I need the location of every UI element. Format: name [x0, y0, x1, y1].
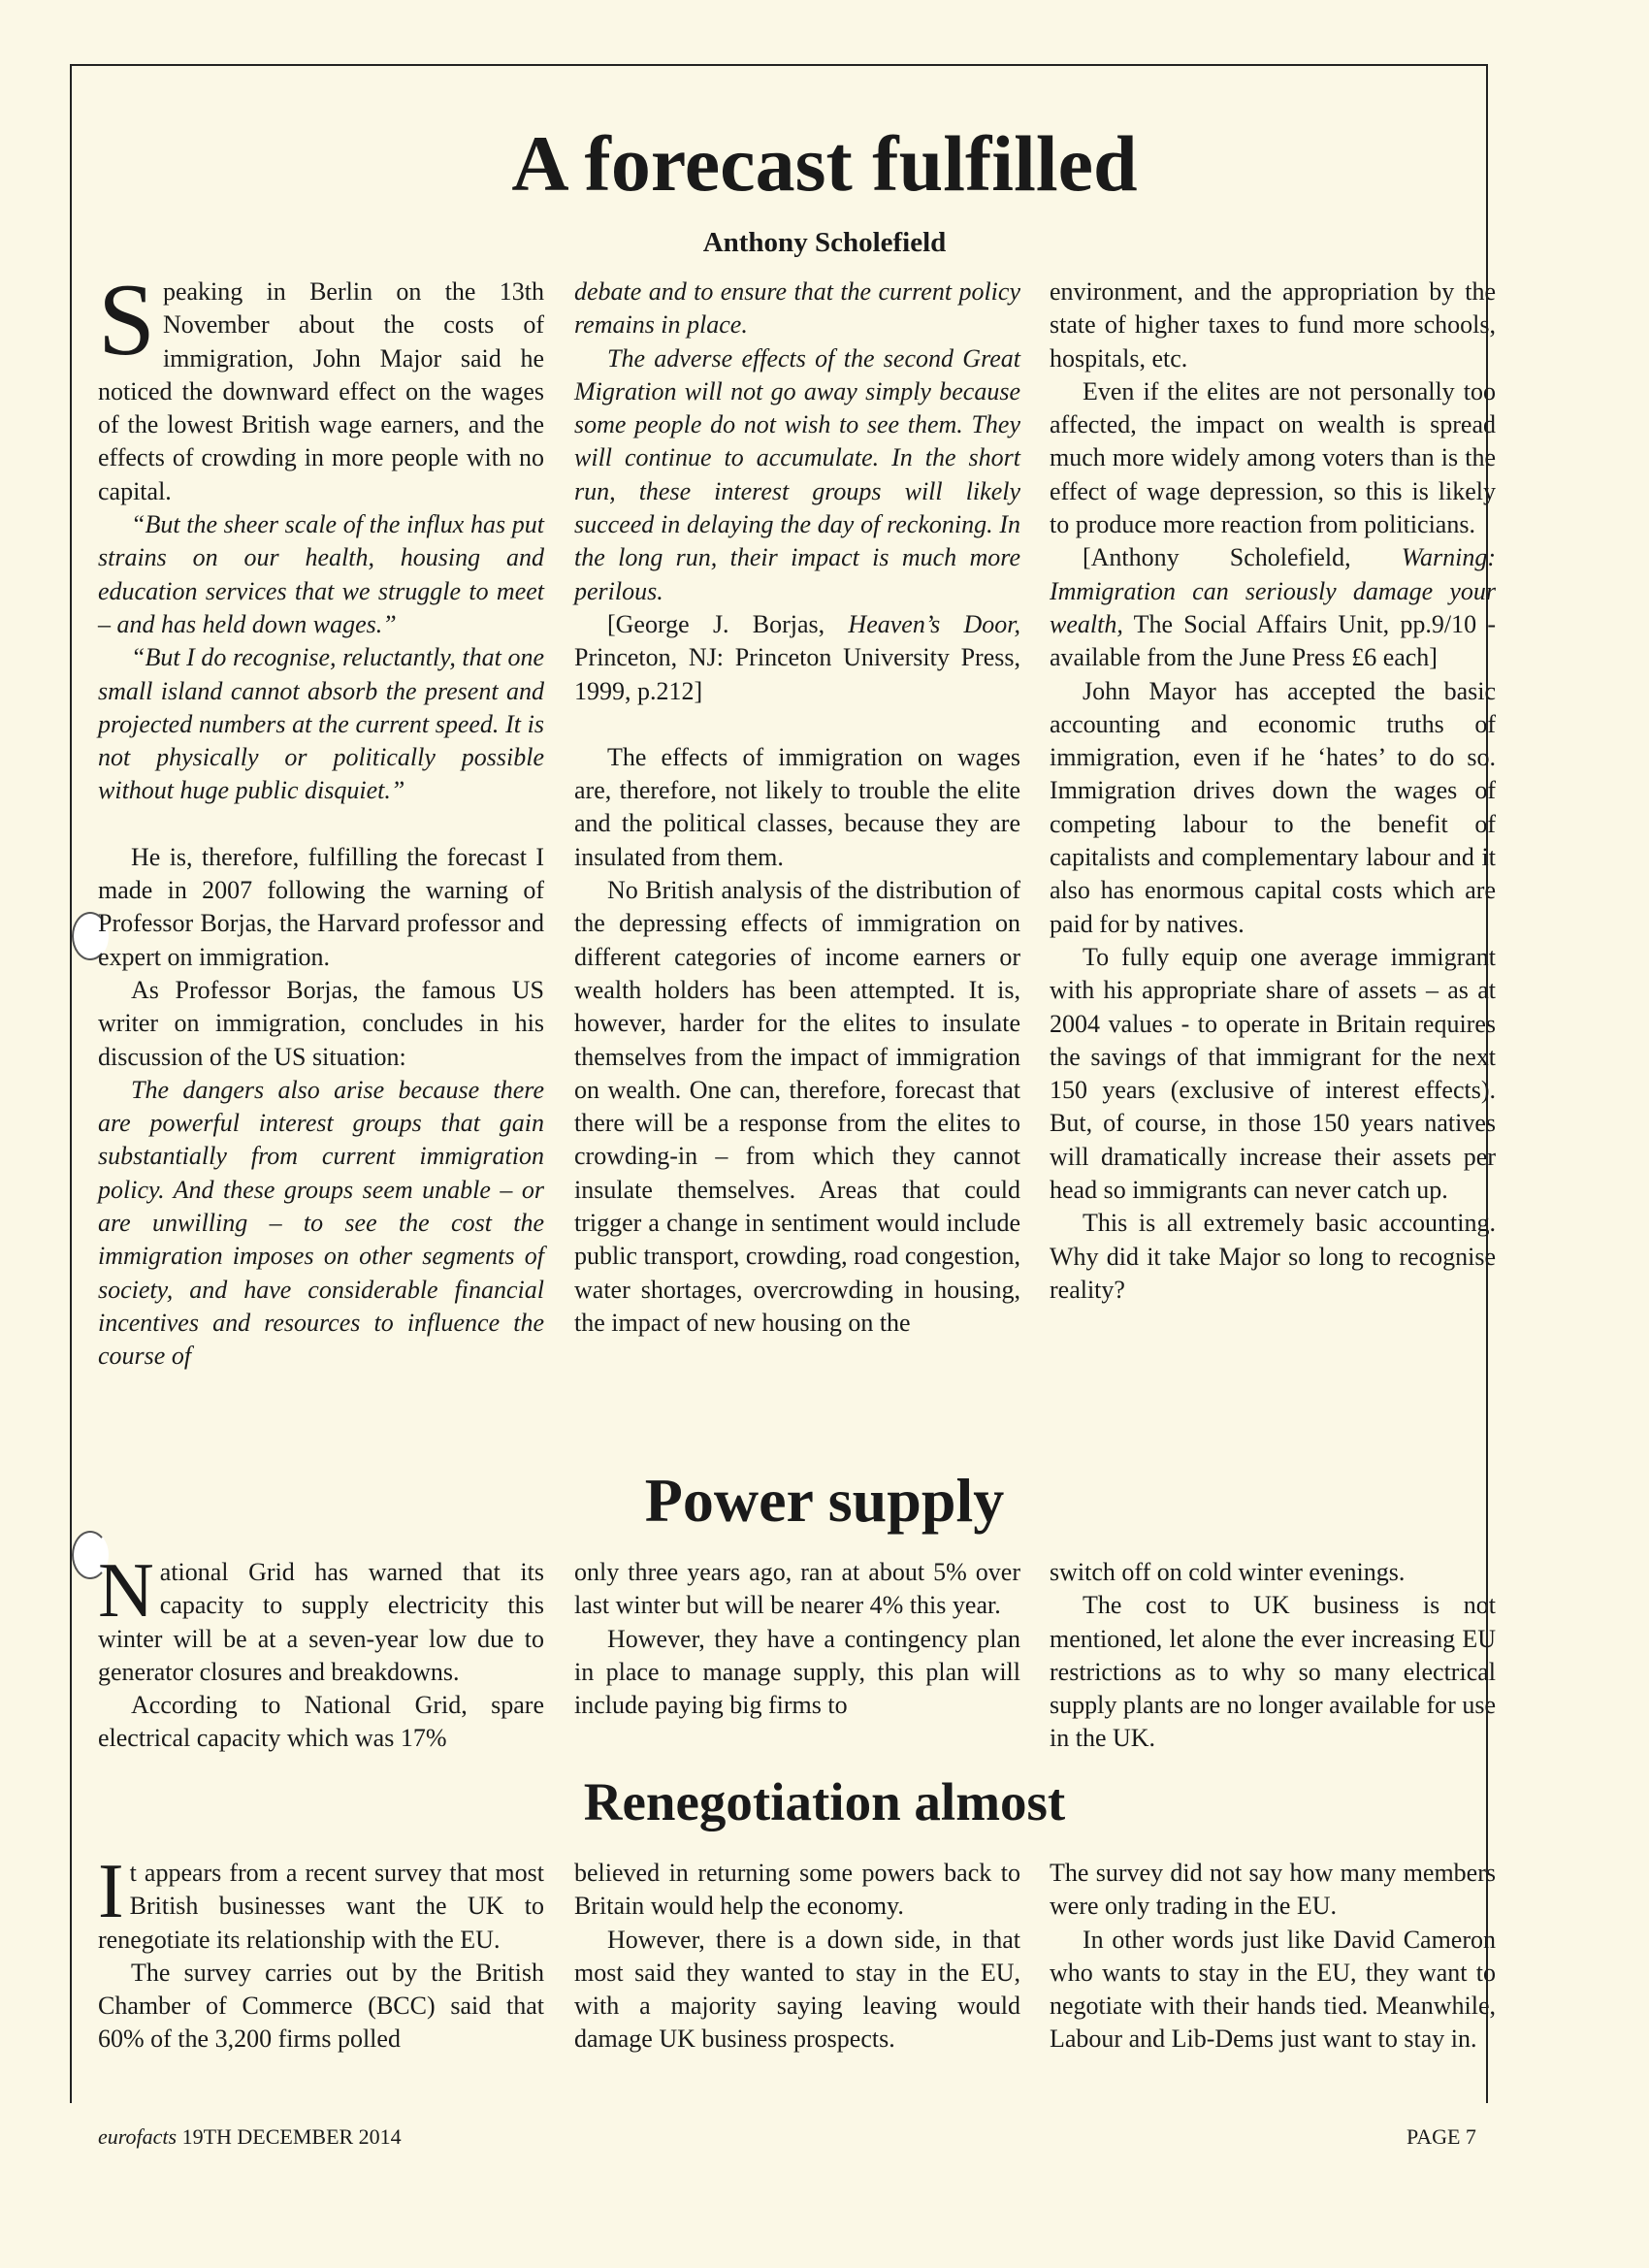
quote-paragraph: The dangers also arise because there are powerful interest groups that gain substantially from current immigration policy. And these groups seem unable – or are unwilling – to see the cost the immigration imposes on other segments of society, and have considerable financial incentives and resources to influence the course of: [98, 1075, 544, 1371]
article2-paragraph: National Grid has warned that its capacity to supply electricity this winter will be at a seven-year low due to generator closures and breakdowns.: [98, 1548, 544, 1686]
article3-column-3: [1050, 1857, 1496, 2057]
article1-paragraph: environment, and the appropriation by the state of higher taxes to fund more schools, hospitals, etc.: [1050, 277, 1496, 373]
quote-paragraph: “But the sheer scale of the influx has put strains on our health, housing and education services that we struggle to meet – and has held down wages.”: [98, 510, 544, 638]
footer-publication: eurofacts 19TH DECEMBER 2014: [98, 2124, 402, 2149]
article1-paragraph: John Mayor has accepted the basic accounting and economic truths of immigration, even if he ‘hates’ to do so. Immigration drives down the wages of competing labour to the benefit of capitalists and complementary labour and it also has enormous capital costs which are paid for by natives.: [1050, 676, 1496, 938]
article2-paragraph: switch off on cold winter evenings.: [1050, 1558, 1406, 1586]
article1-paragraph: The effects of immigration on wages are, therefore, not likely to trouble the elite and the political classes, because they are insulated from them.: [574, 742, 1020, 871]
article3-paragraph: The survey did not say how many members were only trading in the EU.: [1050, 1859, 1496, 1921]
drop-cap: I: [98, 1849, 124, 1934]
drop-cap: N: [98, 1548, 154, 1634]
article-title-forecast: A forecast fulfilled: [511, 119, 1138, 208]
article3-paragraph: believed in returning some powers back to Britain would help the economy.: [574, 1859, 1020, 1921]
article1-column-1: [98, 263, 544, 1374]
article2-column-2: [574, 1556, 1020, 1722]
article1-column-2: [574, 275, 1020, 1340]
quote-paragraph: The adverse effects of the second Great Migration will not go away simply because some people do not wish to see them. They will continue to accumulate. In the short run, these interest groups will likely succeed in delaying the day of reckoning. In the long run, their impact is much more perilous.: [574, 343, 1020, 605]
article1-paragraph: This is all extremely basic accounting. Why did it take Major so long to recognise reality?: [1050, 1209, 1496, 1304]
article-title-renegotiation: Renegotiation almost: [583, 1772, 1066, 1831]
article-title-power-supply: Power supply: [644, 1466, 1005, 1535]
citation: [George J. Borjas, Heaven’s Door, Princeton, NJ: Princeton University Press, 1999, p.212]: [574, 609, 1020, 705]
article3-paragraph: The survey carries out by the British Chamber of Commerce (BCC) said that 60% of the 3,200 firms polled: [98, 1958, 544, 2054]
article2-column-1: [98, 1548, 544, 1756]
article3-column-2: [574, 1857, 1020, 2057]
article1-paragraph: No British analysis of the distribution of the depressing effects of immigration on different categories of income earners or wealth holders has been attempted. It is, however, harder for the elites to insulate themselves from the impact of immigration on wealth. One can, therefore, forecast that there will be a response from the elites to crowding-in – from which they cannot insulate themselves. Areas that could trigger a change in sentiment would include public transport, crowding, road congestion, water shortages, overcrowding in housing, the impact of new housing on the: [574, 876, 1020, 1337]
article2-paragraph: The cost to UK business is not mentioned, let alone the ever increasing EU restrictions as to why so many electrical supply plants are no longer available for use in the UK.: [1050, 1591, 1496, 1753]
article2-paragraph: only three years ago, ran at about 5% over last winter but will be nearer 4% this year.: [574, 1558, 1020, 1620]
article2-paragraph: According to National Grid, spare electrical capacity which was 17%: [98, 1691, 544, 1753]
article1-paragraph: Speaking in Berlin on the 13th November about the costs of immigration, John Major said he noticed the downward effect on the wages of the lowest British wage earners, and the effects of crowding in more people with no capital.: [98, 263, 544, 505]
byline: Anthony Scholefield: [702, 227, 947, 258]
article1-column-3: [1050, 275, 1496, 1307]
quote-paragraph: debate and to ensure that the current policy remains in place.: [574, 277, 1020, 340]
article3-paragraph: However, there is a down side, in that most said they wanted to stay in the EU, with a majority saying leaving would damage UK business prospects.: [574, 1925, 1020, 2054]
article2-column-3: [1050, 1556, 1496, 1756]
article3-column-1: [98, 1849, 544, 2057]
drop-cap: S: [98, 263, 155, 376]
article3-paragraph: It appears from a recent survey that most British businesses want the UK to renegotiate its relationship with the EU.: [98, 1849, 544, 1954]
reference: [Anthony Scholefield, Warning: Immigration can seriously damage your wealth, The Social Affairs Unit, pp.9/10 - available from the June Press £6 each]: [1050, 543, 1496, 672]
quote-paragraph: “But I do recognise, reluctantly, that one small island cannot absorb the present and projected numbers at the current speed. It is not physically or politically possible without huge public disquiet.”: [98, 643, 544, 805]
article1-paragraph: As Professor Borjas, the famous US writer on immigration, concludes in his discussion of the US situation:: [98, 975, 544, 1071]
article1-paragraph: Even if the elites are not personally too affected, the impact on wealth is spread much more widely among voters than is the effect of wage depression, so this is likely to produce more reaction from politicians.: [1050, 376, 1496, 539]
page-number: PAGE 7: [1406, 2124, 1476, 2149]
article3-paragraph: In other words just like David Cameron who wants to stay in the EU, they want to negotiate with their hands tied. Meanwhile, Labour and Lib-Dems just want to stay in.: [1050, 1925, 1496, 2054]
article1-paragraph: He is, therefore, fulfilling the forecast I made in 2007 following the warning of Professor Borjas, the Harvard professor and expert on immigration.: [98, 842, 544, 971]
article2-paragraph: However, they have a contingency plan in place to manage supply, this plan will include paying big firms to: [574, 1624, 1020, 1720]
article1-paragraph: To fully equip one average immigrant with his appropriate share of assets – as at 2004 values - to operate in Britain requires the savings of that immigrant for the next 150 years (exclusive of interest effects). But, of course, in those 150 years natives will dramatically increase their assets per head so immigrants can never catch up.: [1050, 942, 1496, 1205]
